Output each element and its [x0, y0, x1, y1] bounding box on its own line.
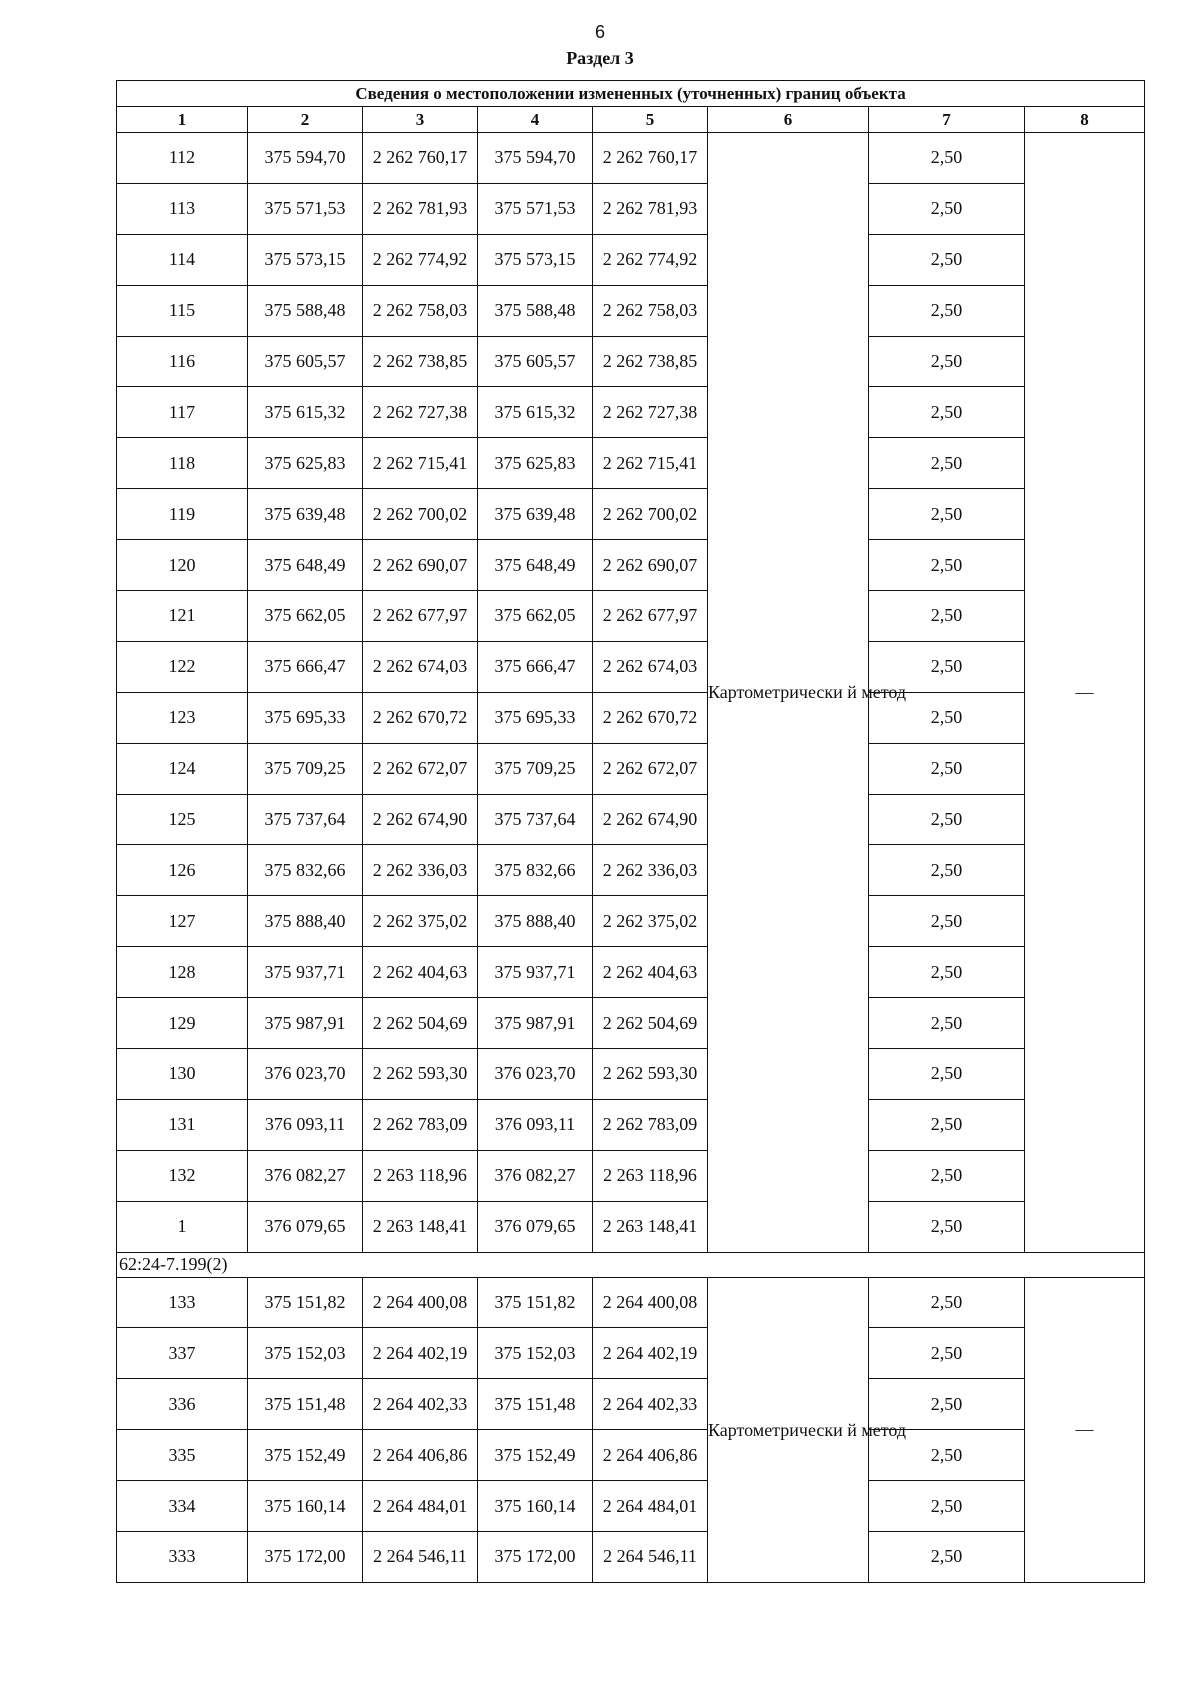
column-header: 3: [363, 107, 478, 133]
accuracy-cell: 2,50: [869, 896, 1025, 947]
y-new-cell: 2 262 715,41: [593, 438, 708, 489]
page-number: 6: [594, 22, 605, 42]
point-number-cell: 335: [117, 1430, 248, 1481]
y-new-cell: 2 264 400,08: [593, 1277, 708, 1328]
y-new-cell: 2 262 783,09: [593, 1099, 708, 1150]
y-old-cell: 2 262 504,69: [363, 998, 478, 1049]
y-old-cell: 2 263 118,96: [363, 1150, 478, 1201]
y-old-cell: 2 262 670,72: [363, 692, 478, 743]
table-row: [117, 489, 1145, 540]
y-new-cell: 2 262 670,72: [593, 692, 708, 743]
x-old-cell: 375 625,83: [248, 438, 363, 489]
table-row: [117, 387, 1145, 438]
accuracy-cell: 2,50: [869, 998, 1025, 1049]
method-cell: Картометрически й метод: [708, 1277, 869, 1582]
y-new-cell: 2 262 336,03: [593, 845, 708, 896]
y-new-cell: 2 262 700,02: [593, 489, 708, 540]
point-number-cell: 333: [117, 1532, 248, 1583]
y-old-cell: 2 262 674,90: [363, 794, 478, 845]
x-old-cell: 375 662,05: [248, 591, 363, 642]
table-row: [117, 1430, 1145, 1481]
column-header: 7: [869, 107, 1025, 133]
table-row: [117, 1481, 1145, 1532]
point-number-cell: 113: [117, 183, 248, 234]
table-row: [117, 285, 1145, 336]
y-new-cell: 2 262 674,90: [593, 794, 708, 845]
y-old-cell: 2 262 672,07: [363, 743, 478, 794]
x-old-cell: 375 937,71: [248, 947, 363, 998]
column-header: 1: [117, 107, 248, 133]
x-old-cell: 375 695,33: [248, 692, 363, 743]
y-old-cell: 2 262 774,92: [363, 234, 478, 285]
accuracy-cell: 2,50: [869, 183, 1025, 234]
y-old-cell: 2 262 336,03: [363, 845, 478, 896]
accuracy-cell: 2,50: [869, 641, 1025, 692]
accuracy-cell: 2,50: [869, 1201, 1025, 1252]
y-old-cell: 2 264 400,08: [363, 1277, 478, 1328]
x-new-cell: 375 639,48: [478, 489, 593, 540]
table-row: [117, 1379, 1145, 1430]
y-old-cell: 2 264 484,01: [363, 1481, 478, 1532]
x-new-cell: 375 160,14: [478, 1481, 593, 1532]
y-old-cell: 2 262 674,03: [363, 641, 478, 692]
x-old-cell: 375 588,48: [248, 285, 363, 336]
y-old-cell: 2 264 546,11: [363, 1532, 478, 1583]
table-row: [117, 1328, 1145, 1379]
y-new-cell: 2 263 118,96: [593, 1150, 708, 1201]
point-number-cell: 120: [117, 540, 248, 591]
y-new-cell: 2 262 760,17: [593, 133, 708, 184]
x-new-cell: 375 709,25: [478, 743, 593, 794]
accuracy-cell: 2,50: [869, 438, 1025, 489]
x-new-cell: 375 605,57: [478, 336, 593, 387]
table-caption: Сведения о местоположении измененных (уточненных) границ объекта: [117, 81, 1145, 107]
x-new-cell: 375 573,15: [478, 234, 593, 285]
x-new-cell: 375 695,33: [478, 692, 593, 743]
table-row: [117, 1277, 1145, 1328]
point-number-cell: 336: [117, 1379, 248, 1430]
y-new-cell: 2 264 406,86: [593, 1430, 708, 1481]
x-old-cell: 375 639,48: [248, 489, 363, 540]
y-new-cell: 2 262 677,97: [593, 591, 708, 642]
table-row: [117, 794, 1145, 845]
x-old-cell: 375 832,66: [248, 845, 363, 896]
method-cell: Картометрически й метод: [708, 133, 869, 1253]
x-new-cell: 376 082,27: [478, 1150, 593, 1201]
column-header: 4: [478, 107, 593, 133]
point-number-cell: 132: [117, 1150, 248, 1201]
accuracy-cell: 2,50: [869, 336, 1025, 387]
y-new-cell: 2 262 674,03: [593, 641, 708, 692]
column-header-row: [117, 107, 1145, 133]
table-row: [117, 133, 1145, 184]
x-new-cell: 375 615,32: [478, 387, 593, 438]
table-row: [117, 1099, 1145, 1150]
point-number-cell: 122: [117, 641, 248, 692]
y-new-cell: 2 262 758,03: [593, 285, 708, 336]
x-new-cell: 375 151,48: [478, 1379, 593, 1430]
x-old-cell: 375 615,32: [248, 387, 363, 438]
accuracy-cell: 2,50: [869, 1150, 1025, 1201]
y-old-cell: 2 262 404,63: [363, 947, 478, 998]
x-old-cell: 375 172,00: [248, 1532, 363, 1583]
accuracy-cell: 2,50: [869, 1099, 1025, 1150]
accuracy-cell: 2,50: [869, 387, 1025, 438]
y-old-cell: 2 262 760,17: [363, 133, 478, 184]
table-row: [117, 1201, 1145, 1252]
y-new-cell: 2 262 781,93: [593, 183, 708, 234]
accuracy-cell: 2,50: [869, 489, 1025, 540]
table-row: [117, 896, 1145, 947]
table-row: [117, 591, 1145, 642]
accuracy-cell: 2,50: [869, 234, 1025, 285]
x-old-cell: 375 594,70: [248, 133, 363, 184]
point-number-cell: 123: [117, 692, 248, 743]
x-new-cell: 375 625,83: [478, 438, 593, 489]
accuracy-cell: 2,50: [869, 1379, 1025, 1430]
y-old-cell: 2 262 375,02: [363, 896, 478, 947]
x-new-cell: 375 594,70: [478, 133, 593, 184]
x-new-cell: 375 172,00: [478, 1532, 593, 1583]
point-number-cell: 112: [117, 133, 248, 184]
y-new-cell: 2 262 672,07: [593, 743, 708, 794]
point-number-cell: 128: [117, 947, 248, 998]
y-new-cell: 2 264 484,01: [593, 1481, 708, 1532]
y-old-cell: 2 262 738,85: [363, 336, 478, 387]
point-number-cell: 130: [117, 1049, 248, 1100]
y-new-cell: 2 262 727,38: [593, 387, 708, 438]
x-new-cell: 375 888,40: [478, 896, 593, 947]
group-label-row: [117, 1252, 1145, 1277]
y-old-cell: 2 262 700,02: [363, 489, 478, 540]
x-new-cell: 375 571,53: [478, 183, 593, 234]
y-old-cell: 2 264 406,86: [363, 1430, 478, 1481]
x-old-cell: 375 666,47: [248, 641, 363, 692]
table-row: [117, 845, 1145, 896]
table-row: [117, 998, 1145, 1049]
accuracy-cell: 2,50: [869, 692, 1025, 743]
y-new-cell: 2 262 504,69: [593, 998, 708, 1049]
column-8-cell: —: [1025, 133, 1145, 1253]
x-old-cell: 375 152,49: [248, 1430, 363, 1481]
table-row: [117, 540, 1145, 591]
accuracy-cell: 2,50: [869, 133, 1025, 184]
x-new-cell: 375 662,05: [478, 591, 593, 642]
table-row: [117, 947, 1145, 998]
x-new-cell: 375 152,03: [478, 1328, 593, 1379]
point-number-cell: 117: [117, 387, 248, 438]
y-new-cell: 2 262 690,07: [593, 540, 708, 591]
x-new-cell: 376 093,11: [478, 1099, 593, 1150]
x-old-cell: 375 709,25: [248, 743, 363, 794]
point-number-cell: 118: [117, 438, 248, 489]
table-row: [117, 641, 1145, 692]
x-new-cell: 375 666,47: [478, 641, 593, 692]
accuracy-cell: 2,50: [869, 1328, 1025, 1379]
x-old-cell: 375 151,48: [248, 1379, 363, 1430]
y-new-cell: 2 262 375,02: [593, 896, 708, 947]
x-old-cell: 376 093,11: [248, 1099, 363, 1150]
x-new-cell: 375 152,49: [478, 1430, 593, 1481]
x-new-cell: 375 648,49: [478, 540, 593, 591]
table-body: [117, 81, 1145, 1583]
point-number-cell: 127: [117, 896, 248, 947]
y-old-cell: 2 262 593,30: [363, 1049, 478, 1100]
accuracy-cell: 2,50: [869, 540, 1025, 591]
y-new-cell: 2 262 738,85: [593, 336, 708, 387]
accuracy-cell: 2,50: [869, 1277, 1025, 1328]
column-8-cell: —: [1025, 1277, 1145, 1582]
x-new-cell: 375 588,48: [478, 285, 593, 336]
table-row: [117, 234, 1145, 285]
x-old-cell: 376 082,27: [248, 1150, 363, 1201]
y-old-cell: 2 262 781,93: [363, 183, 478, 234]
table-row: [117, 1532, 1145, 1583]
point-number-cell: 124: [117, 743, 248, 794]
y-new-cell: 2 263 148,41: [593, 1201, 708, 1252]
column-header: 8: [1025, 107, 1145, 133]
x-old-cell: 375 152,03: [248, 1328, 363, 1379]
y-old-cell: 2 262 677,97: [363, 591, 478, 642]
y-new-cell: 2 264 402,19: [593, 1328, 708, 1379]
column-header: 2: [248, 107, 363, 133]
point-number-cell: 115: [117, 285, 248, 336]
column-header: 5: [593, 107, 708, 133]
y-new-cell: 2 262 774,92: [593, 234, 708, 285]
accuracy-cell: 2,50: [869, 1481, 1025, 1532]
accuracy-cell: 2,50: [869, 285, 1025, 336]
x-old-cell: 375 571,53: [248, 183, 363, 234]
group-label: 62:24-7.199(2): [117, 1252, 1145, 1277]
accuracy-cell: 2,50: [869, 591, 1025, 642]
point-number-cell: 131: [117, 1099, 248, 1150]
x-old-cell: 375 151,82: [248, 1277, 363, 1328]
table-row: [117, 336, 1145, 387]
table-row: [117, 1150, 1145, 1201]
y-old-cell: 2 262 727,38: [363, 387, 478, 438]
y-old-cell: 2 262 715,41: [363, 438, 478, 489]
table-row: [117, 438, 1145, 489]
x-old-cell: 375 737,64: [248, 794, 363, 845]
accuracy-cell: 2,50: [869, 794, 1025, 845]
x-old-cell: 375 605,57: [248, 336, 363, 387]
x-old-cell: 375 987,91: [248, 998, 363, 1049]
accuracy-cell: 2,50: [869, 743, 1025, 794]
x-old-cell: 376 023,70: [248, 1049, 363, 1100]
table-row: [117, 692, 1145, 743]
y-new-cell: 2 264 546,11: [593, 1532, 708, 1583]
y-new-cell: 2 264 402,33: [593, 1379, 708, 1430]
accuracy-cell: 2,50: [869, 1049, 1025, 1100]
x-new-cell: 376 023,70: [478, 1049, 593, 1100]
x-new-cell: 375 832,66: [478, 845, 593, 896]
y-old-cell: 2 262 690,07: [363, 540, 478, 591]
column-header: 6: [708, 107, 869, 133]
x-new-cell: 375 151,82: [478, 1277, 593, 1328]
x-old-cell: 376 079,65: [248, 1201, 363, 1252]
x-new-cell: 375 937,71: [478, 947, 593, 998]
y-new-cell: 2 262 593,30: [593, 1049, 708, 1100]
point-number-cell: 116: [117, 336, 248, 387]
table-row: [117, 183, 1145, 234]
point-number-cell: 126: [117, 845, 248, 896]
x-old-cell: 375 888,40: [248, 896, 363, 947]
point-number-cell: 334: [117, 1481, 248, 1532]
point-number-cell: 133: [117, 1277, 248, 1328]
point-number-cell: 337: [117, 1328, 248, 1379]
accuracy-cell: 2,50: [869, 1532, 1025, 1583]
y-old-cell: 2 262 758,03: [363, 285, 478, 336]
x-old-cell: 375 648,49: [248, 540, 363, 591]
y-new-cell: 2 262 404,63: [593, 947, 708, 998]
x-new-cell: 375 987,91: [478, 998, 593, 1049]
x-old-cell: 375 160,14: [248, 1481, 363, 1532]
x-new-cell: 375 737,64: [478, 794, 593, 845]
point-number-cell: 119: [117, 489, 248, 540]
section-title: Раздел 3: [566, 48, 634, 68]
y-old-cell: 2 262 783,09: [363, 1099, 478, 1150]
point-number-cell: 121: [117, 591, 248, 642]
x-old-cell: 375 573,15: [248, 234, 363, 285]
x-new-cell: 376 079,65: [478, 1201, 593, 1252]
accuracy-cell: 2,50: [869, 947, 1025, 998]
boundary-coordinates-table: [116, 80, 1145, 1583]
y-old-cell: 2 264 402,33: [363, 1379, 478, 1430]
accuracy-cell: 2,50: [869, 845, 1025, 896]
point-number-cell: 1: [117, 1201, 248, 1252]
accuracy-cell: 2,50: [869, 1430, 1025, 1481]
y-old-cell: 2 264 402,19: [363, 1328, 478, 1379]
y-old-cell: 2 263 148,41: [363, 1201, 478, 1252]
point-number-cell: 125: [117, 794, 248, 845]
table-row: [117, 1049, 1145, 1100]
point-number-cell: 114: [117, 234, 248, 285]
point-number-cell: 129: [117, 998, 248, 1049]
table-row: [117, 743, 1145, 794]
